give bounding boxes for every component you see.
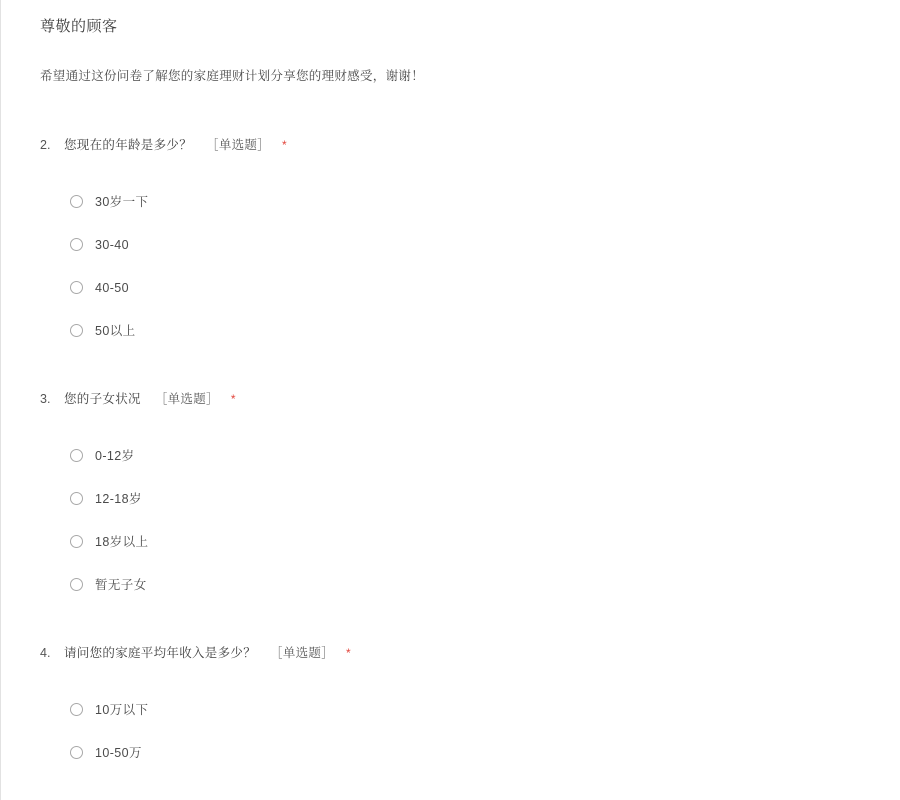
- question-block: [0, 390, 900, 606]
- question-type-label: ［单选题］: [270, 646, 335, 660]
- question-list: [0, 136, 900, 774]
- radio-option[interactable]: [70, 731, 900, 774]
- question-spacer: [0, 616, 900, 644]
- radio-option[interactable]: [70, 223, 900, 266]
- option-label: 40-50: [95, 280, 129, 295]
- required-asterisk: *: [230, 392, 236, 406]
- page-title: 尊敬的顾客: [40, 18, 118, 35]
- radio-option[interactable]: [70, 520, 900, 563]
- question-type-label: ［单选题］: [206, 138, 271, 152]
- radio-option[interactable]: [70, 434, 900, 477]
- radio-option[interactable]: [70, 688, 900, 731]
- radio-option[interactable]: [70, 266, 900, 309]
- radio-option[interactable]: [70, 180, 900, 223]
- page-left-border: [0, 0, 1, 800]
- question-block: [0, 136, 900, 352]
- question-number: 4.: [40, 646, 51, 660]
- radio-circle-icon[interactable]: [70, 492, 83, 505]
- question-number: 3.: [40, 392, 51, 406]
- option-list: [40, 180, 900, 352]
- option-label: 18岁以上: [95, 534, 149, 549]
- radio-circle-icon[interactable]: [70, 703, 83, 716]
- question-header: [40, 390, 900, 408]
- radio-circle-icon[interactable]: [70, 535, 83, 548]
- radio-option[interactable]: [70, 563, 900, 606]
- option-label: 0-12岁: [95, 448, 135, 463]
- radio-circle-icon[interactable]: [70, 578, 83, 591]
- radio-circle-icon[interactable]: [70, 449, 83, 462]
- required-asterisk: *: [346, 646, 351, 660]
- radio-circle-icon[interactable]: [70, 281, 83, 294]
- option-list: [40, 688, 900, 774]
- question-title: 您现在的年龄是多少？: [64, 138, 193, 152]
- option-label: 10-50万: [95, 745, 142, 760]
- option-label: 暂无子女: [95, 577, 147, 592]
- question-title: 请问您的家庭平均年收入是多少？: [64, 646, 257, 660]
- option-label: 10万以下: [95, 702, 149, 717]
- survey-header: [0, 0, 900, 86]
- option-label: 30岁一下: [95, 194, 149, 209]
- option-label: 12-18岁: [95, 491, 142, 506]
- radio-option[interactable]: [70, 309, 900, 352]
- question-block: [0, 644, 900, 774]
- radio-circle-icon[interactable]: [70, 238, 83, 251]
- option-label: 50以上: [95, 323, 136, 338]
- radio-circle-icon[interactable]: [70, 195, 83, 208]
- required-asterisk: *: [282, 138, 287, 152]
- radio-option[interactable]: [70, 477, 900, 520]
- question-type-label: ［单选题］: [154, 392, 219, 406]
- option-label: 30-40: [95, 237, 129, 252]
- survey-description: 希望通过这份问卷了解您的家庭理财计划分享您的理财感受，谢谢！: [40, 69, 425, 83]
- question-spacer: [0, 362, 900, 390]
- question-title: 您的子女状况: [64, 392, 141, 406]
- question-header: [40, 136, 900, 154]
- option-list: [40, 434, 900, 606]
- question-header: [40, 644, 900, 662]
- question-number: 2.: [40, 138, 51, 152]
- radio-circle-icon[interactable]: [70, 746, 83, 759]
- radio-circle-icon[interactable]: [70, 324, 83, 337]
